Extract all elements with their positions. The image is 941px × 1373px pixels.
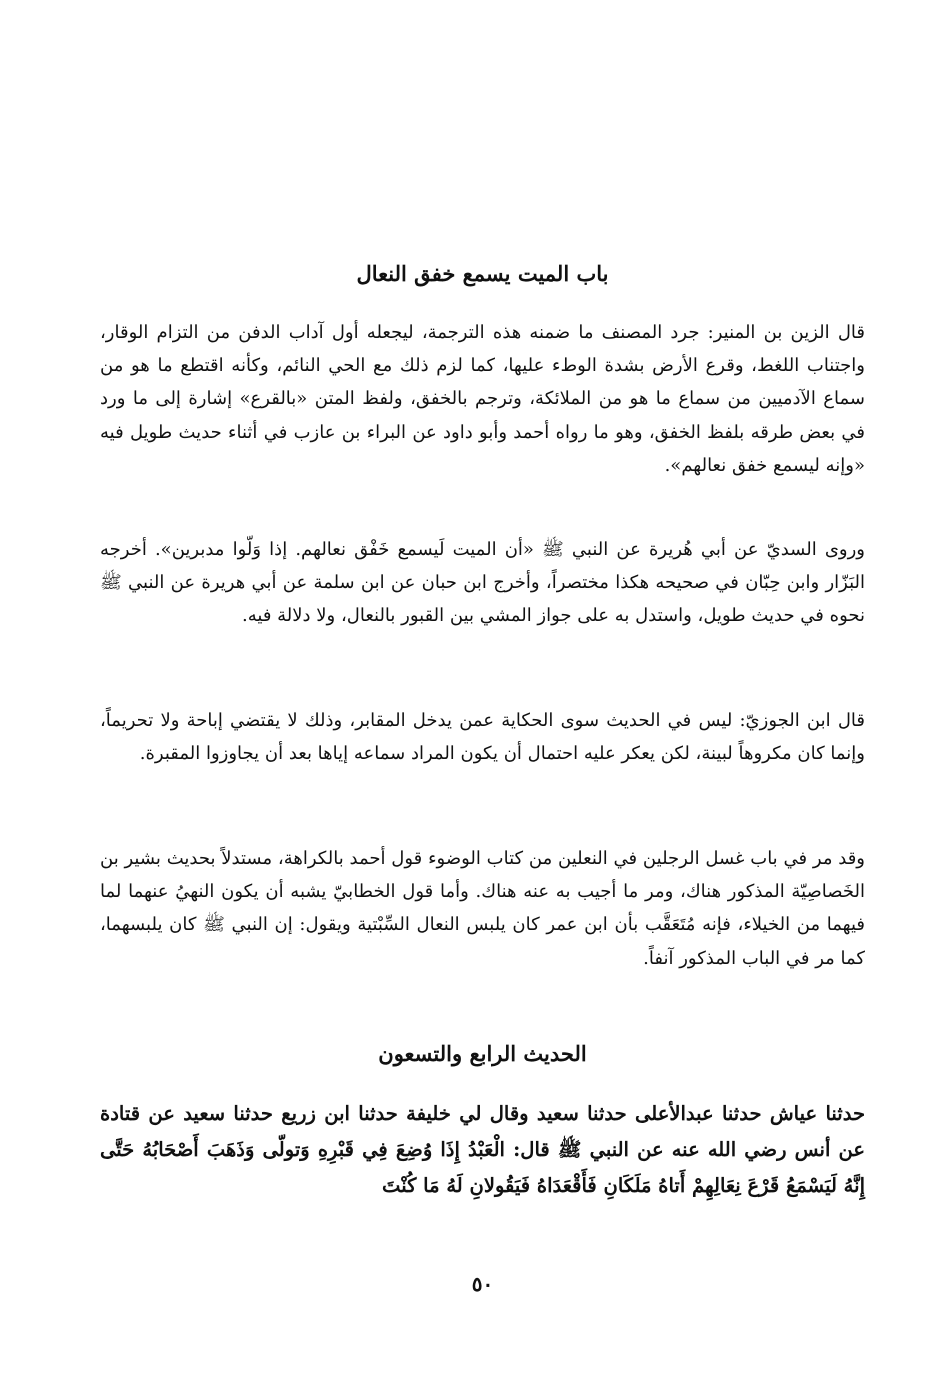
book-page: [100, 0, 865, 1373]
paragraph-commentary-3: قال ابن الجوزيّ: ليس في الحديث سوى الحكاية عمن يدخل المقابر، وذلك لا يقتضي إباحة ولا تحريماً، وإنما كان مكروهاً لبينة، لكن يعكر عليه احتمال أن يكون المراد سماعه إياها بعد أن يجاوزوا المقبرة.: [100, 710, 865, 765]
hadith-title: الحديث الرابع والتسعون: [378, 1041, 587, 1066]
paragraph-commentary-4: وقد مر في باب غسل الرجلين في النعلين من كتاب الوضوء قول أحمد بالكراهة، مستدلاً بحديث بشير بن الخَصاصِيّة المذكور هناك، ومر ما أجيب به عنه هناك. وأما قول الخطابيّ يشبه أن يكون النهيُ عنهما لما فيهما من الخيلاء، فإنه مُتَعَقَّب بأن ابن عمر كان يلبس النعال السِّبْتية ويقول: إن النبي ﷺ كان يلبسهما، كما مر في الباب المذكور آنفاً.: [100, 848, 865, 969]
hadith-text: حدثنا عياش حدثنا عبدالأعلى حدثنا سعيد وقال لي خليفة حدثنا ابن زريع حدثنا سعيد عن قتادة عن أنس رضي الله عنه عن النبي ﷺ قال: الْعَبْدُ إِذَا وُضِعَ فِي قَبْرِهِ وَتولّى وَذَهَبَ أَصْحَابُهُ حَتَّى إِنَّهُ لَيَسْمَعُ قَرْعَ نِعَالِهِمْ أَتاهُ مَلَكَانِ فَأَقْعَدَاهُ فَيَقُولانِ لَهُ مَا كُنْتَ: [100, 1102, 865, 1197]
paragraph-commentary-2: وروى السديّ عن أبي هُريرة عن النبي ﷺ «أن الميت لَيسمع خَفْق نعالهم. إذا وَلّوا مدبرين». أخرجه البَزّار وابن حِبّان في صحيحه هكذا مختصراً، وأخرج ابن حبان عن ابن سلمة عن أبي هريرة عن النبي ﷺ نحوه في حديث طويل، واستدل به على جواز المشي بين القبور بالنعال، ولا دلالة فيه.: [100, 539, 865, 627]
page-number: ٥٠: [471, 1272, 494, 1296]
paragraph-commentary-1: قال الزين بن المنير: جرد المصنف ما ضمنه هذه الترجمة، ليجعله أول آداب الدفن من التزام الوقار، واجتناب اللغط، وقرع الأرض بشدة الوطء عليها، كما لزم ذلك مع الحي النائم، وكأنه اقتطع ما هو من سماع الآدميين من سماع ما هو من الملائكة، وترجم بالخفق، ولفظ المتن «بالقرع» إشارة إلى ما ورد في بعض طرقه بلفظ الخفق، وهو ما رواه أحمد وأبو داود عن البراء بن عازب في أثناء حديث طويل فيه «وإنه ليسمع خفق نعالهم».: [100, 322, 865, 476]
section-title: باب الميت يسمع خفق النعال: [356, 261, 609, 286]
